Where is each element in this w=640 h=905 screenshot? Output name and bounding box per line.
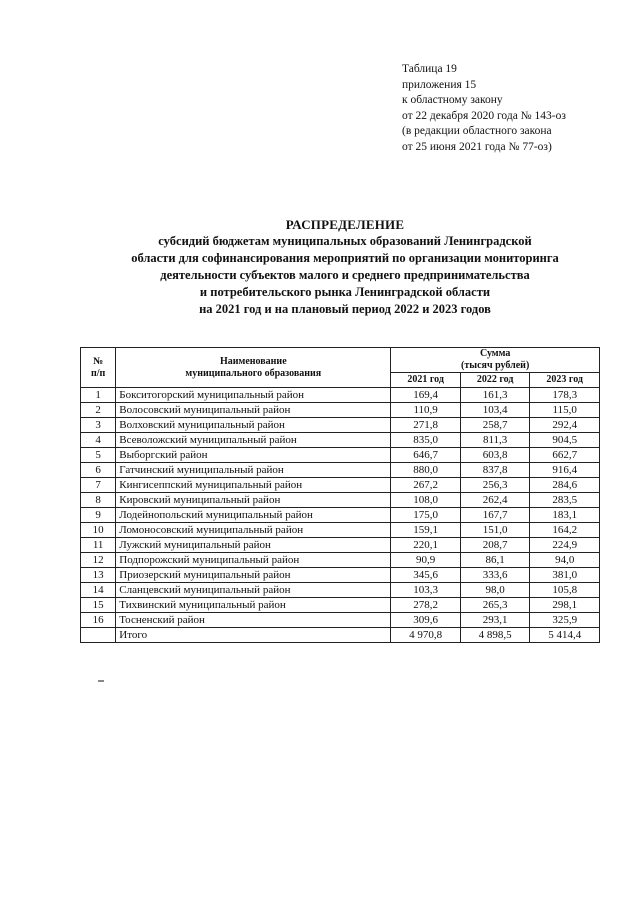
row-2021: 169,4 xyxy=(391,388,461,403)
row-name: Бокситогорский муниципальный район xyxy=(116,388,391,403)
row-num: 1 xyxy=(81,388,116,403)
header-sum: Сумма (тысяч рублей) xyxy=(391,348,600,373)
table-row xyxy=(81,508,600,523)
row-2022: 161,3 xyxy=(460,388,530,403)
header-year-2021: 2021 год xyxy=(391,373,461,388)
appendix-line: Таблица 19 xyxy=(402,63,457,75)
row-2022: 98,0 xyxy=(460,583,530,598)
total-row xyxy=(81,628,600,643)
title-line: субсидий бюджетам муниципальных образований Ленинградской xyxy=(158,234,532,248)
row-2022: 151,0 xyxy=(460,523,530,538)
header-year-2022: 2022 год xyxy=(460,373,530,388)
row-2022: 256,3 xyxy=(460,478,530,493)
row-2022: 208,7 xyxy=(460,538,530,553)
row-num: 6 xyxy=(81,463,116,478)
row-2021: 267,2 xyxy=(391,478,461,493)
row-2021: 90,9 xyxy=(391,553,461,568)
row-2021: 220,1 xyxy=(391,538,461,553)
title-line: на 2021 год и на плановый период 2022 и 2023 годов xyxy=(199,302,491,316)
row-2023: 325,9 xyxy=(530,613,600,628)
row-num: 14 xyxy=(81,583,116,598)
row-name: Подпорожский муниципальный район xyxy=(116,553,391,568)
table-row xyxy=(81,598,600,613)
row-name: Выборгский район xyxy=(116,448,391,463)
appendix-line: от 25 июня 2021 года № 77-оз) xyxy=(402,140,552,153)
table-row xyxy=(81,388,600,403)
row-2023: 916,4 xyxy=(530,463,600,478)
table-row xyxy=(81,478,600,493)
table-row xyxy=(81,553,600,568)
table-row xyxy=(81,463,600,478)
table-row xyxy=(81,613,600,628)
row-name: Тосненский район xyxy=(116,613,391,628)
appendix-reference xyxy=(402,62,622,155)
row-2023: 164,2 xyxy=(530,523,600,538)
row-2021: 278,2 xyxy=(391,598,461,613)
appendix-line: к областному закону xyxy=(402,94,503,106)
total-num-cell xyxy=(81,628,116,643)
table-row xyxy=(81,448,600,463)
row-name: Лодейнопольский муниципальный район xyxy=(116,508,391,523)
row-2022: 837,8 xyxy=(460,463,530,478)
row-num: 3 xyxy=(81,418,116,433)
row-2021: 103,3 xyxy=(391,583,461,598)
row-2023: 292,4 xyxy=(530,418,600,433)
row-2021: 880,0 xyxy=(391,463,461,478)
total-2023: 5 414,4 xyxy=(530,628,600,643)
title-line: деятельности субъектов малого и среднего предпринимательства xyxy=(160,268,530,282)
header-year-2023: 2023 год xyxy=(530,373,600,388)
table-row xyxy=(81,523,600,538)
row-2023: 284,6 xyxy=(530,478,600,493)
row-num: 15 xyxy=(81,598,116,613)
row-name: Волховский муниципальный район xyxy=(116,418,391,433)
row-2022: 262,4 xyxy=(460,493,530,508)
table-row xyxy=(81,403,600,418)
row-num: 4 xyxy=(81,433,116,448)
row-2023: 224,9 xyxy=(530,538,600,553)
row-2022: 258,7 xyxy=(460,418,530,433)
row-num: 12 xyxy=(81,553,116,568)
row-2022: 603,8 xyxy=(460,448,530,463)
title-main: РАСПРЕДЕЛЕНИЕ xyxy=(285,217,405,232)
row-num: 16 xyxy=(81,613,116,628)
row-name: Ломоносовский муниципальный район xyxy=(116,523,391,538)
document-title xyxy=(60,216,630,318)
total-2022: 4 898,5 xyxy=(460,628,530,643)
row-2022: 103,4 xyxy=(460,403,530,418)
row-num: 8 xyxy=(81,493,116,508)
row-name: Кингисеппский муниципальный район xyxy=(116,478,391,493)
row-name: Волосовский муниципальный район xyxy=(116,403,391,418)
row-num: 2 xyxy=(81,403,116,418)
row-2023: 183,1 xyxy=(530,508,600,523)
row-2023: 178,3 xyxy=(530,388,600,403)
row-name: Тихвинский муниципальный район xyxy=(116,598,391,613)
scan-speck xyxy=(98,680,104,682)
row-2023: 283,5 xyxy=(530,493,600,508)
row-2021: 271,8 xyxy=(391,418,461,433)
appendix-line: приложения 15 xyxy=(402,78,477,91)
row-2021: 309,6 xyxy=(391,613,461,628)
row-2022: 333,6 xyxy=(460,568,530,583)
row-2022: 265,3 xyxy=(460,598,530,613)
total-label: Итого xyxy=(116,628,391,643)
row-num: 10 xyxy=(81,523,116,538)
row-num: 7 xyxy=(81,478,116,493)
title-line: и потребительского рынка Ленинградской области xyxy=(199,285,491,299)
appendix-line: от 22 декабря 2020 года № 143-оз xyxy=(402,109,566,122)
row-2023: 115,0 xyxy=(530,403,600,418)
row-name: Приозерский муниципальный район xyxy=(116,568,391,583)
row-2022: 167,7 xyxy=(460,508,530,523)
header-name: Наименование муниципального образования xyxy=(116,348,391,388)
table-row xyxy=(81,568,600,583)
title-line: области для софинансирования мероприятий по организации мониторинга xyxy=(131,251,559,265)
table-body xyxy=(81,388,600,628)
table-row xyxy=(81,583,600,598)
row-2021: 159,1 xyxy=(391,523,461,538)
row-2023: 94,0 xyxy=(530,553,600,568)
row-name: Сланцевский муниципальный район xyxy=(116,583,391,598)
row-name: Всеволожский муниципальный район xyxy=(116,433,391,448)
row-num: 11 xyxy=(81,538,116,553)
distribution-table xyxy=(80,347,600,643)
row-name: Лужский муниципальный район xyxy=(116,538,391,553)
row-2021: 175,0 xyxy=(391,508,461,523)
header-num: № п/п xyxy=(81,348,116,388)
row-2021: 345,6 xyxy=(391,568,461,583)
row-2023: 662,7 xyxy=(530,448,600,463)
row-num: 5 xyxy=(81,448,116,463)
row-num: 13 xyxy=(81,568,116,583)
table-row xyxy=(81,493,600,508)
row-2021: 835,0 xyxy=(391,433,461,448)
row-2022: 293,1 xyxy=(460,613,530,628)
row-name: Кировский муниципальный район xyxy=(116,493,391,508)
table-row xyxy=(81,433,600,448)
row-2021: 108,0 xyxy=(391,493,461,508)
appendix-line: (в редакции областного закона xyxy=(402,125,552,137)
total-2021: 4 970,8 xyxy=(391,628,461,643)
row-2023: 904,5 xyxy=(530,433,600,448)
table-row xyxy=(81,418,600,433)
row-2022: 86,1 xyxy=(460,553,530,568)
row-num: 9 xyxy=(81,508,116,523)
row-name: Гатчинский муниципальный район xyxy=(116,463,391,478)
row-2022: 811,3 xyxy=(460,433,530,448)
row-2021: 110,9 xyxy=(391,403,461,418)
row-2023: 298,1 xyxy=(530,598,600,613)
row-2023: 105,8 xyxy=(530,583,600,598)
row-2021: 646,7 xyxy=(391,448,461,463)
table-row xyxy=(81,538,600,553)
row-2023: 381,0 xyxy=(530,568,600,583)
